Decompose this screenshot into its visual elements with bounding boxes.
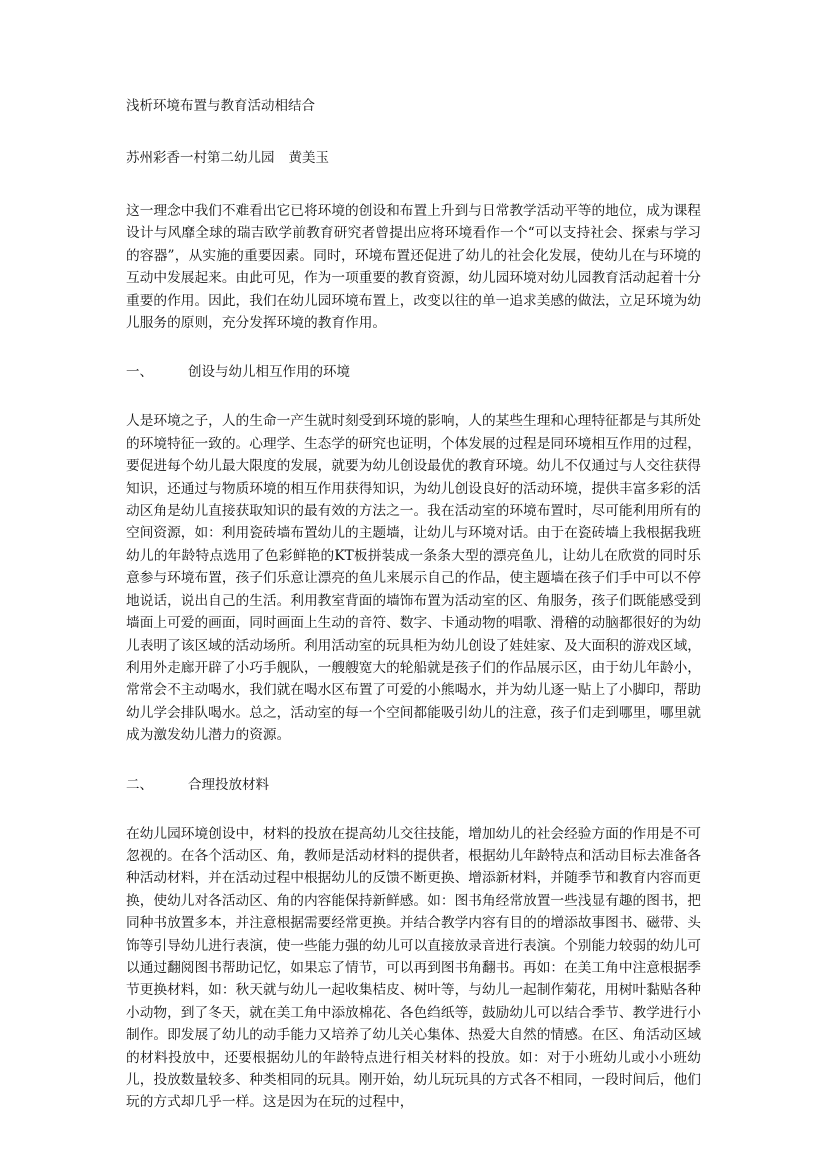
- author-line: [126, 148, 701, 168]
- section-number-2: 二、: [126, 776, 153, 793]
- intro-paragraph: 这一理念中我们不难看出它已将环境的创设和布置上升到与日常教学活动平等的地位，成为课程设计与风靡全球的瑞吉欧学前教育研究者曾提出应将环境看作一个“可以支持社会、探索与学习的容器”，从实施的重要因素。同时，环境布置还促进了幼儿的社会化发展，使幼儿在与环境的互动中发展起来。由此可见，作为一项重要的教育资源，幼儿园环境对幼儿园教育活动起着十分重要的作用。因此，我们在幼儿园环境布置上，改变以往的单一追求美感的做法，立足环境为幼儿服务的原则，充分发挥环境的教育作用。: [126, 203, 701, 332]
- section-number-1: 一、: [126, 364, 153, 381]
- section-body-1: 人是环境之子，人的生命一产生就时刻受到环境的影响，人的某些生理和心理特征都是与其所处的环境特征一致的。心理学、生态学的研究也证明，个体发展的过程是同环境相互作用的过程，要促进每个幼儿最大限度的发展，就要为幼儿创设最优的教育环境。幼儿不仅通过与人交往获得知识，还通过与物质环境的相互作用获得知识，为幼儿创设良好的活动环境，提供丰富多彩的活动区角是幼儿直接获取知识的最有效的方法之一。我在活动室的环境布置时，尽可能利用所有的空间资源，如：利用瓷砖墙布置幼儿的主题墙，让幼儿与环境对话。由于在瓷砖墙上我根据我班幼儿的年龄特点选用了色彩鲜艳的KT板拼装成一条条大型的漂亮鱼儿，让幼儿在欣赏的同时乐意参与环境布置，孩子们乐意让漂亮的鱼儿来展示自己的作品，使主题墙在孩子们手中可以不停地说话，说出自己的生活。利用教室背面的墙饰布置为活动室的区、角服务，孩子们既能感受到墙面上可爱的画面，同时画面上生动的音符、数字、卡通动物的唱歌、滑稽的动脑都很好的为幼儿表明了该区域的活动场所。利用活动室的玩具柜为幼儿创设了娃娃家、及大面积的游戏区域，利用外走廊开辟了小巧手舰队，一艘艘宽大的轮船就是孩子们的作品展示区，由于幼儿年龄小，常常会不主动喝水，我们就在喝水区布置了可爱的小熊喝水，并为幼儿逐一贴上了小脚印，帮助幼儿学会排队喝水。总之，活动室的每一个空间都能吸引幼儿的注意，孩子们走到哪里，哪里就成为激发幼儿潜力的资源。: [126, 413, 701, 744]
- section-heading-1: [126, 362, 701, 382]
- section-title-1: 创设与幼儿相互作用的环境: [188, 364, 350, 381]
- section-body-2: 在幼儿园环境创设中，材料的投放在提高幼儿交往技能，增加幼儿的社会经验方面的作用是不可忽视的。在各个活动区、角，教师是活动材料的提供者，根据幼儿年龄特点和活动目标去准备各种活动材料，并在活动过程中根据幼儿的反馈不断更换、增添新材料，并随季节和教育内容而更换，使幼儿对各活动区、角的内容能保持新鲜感。如：图书角经常放置一些浅显有趣的图书，把同种书放置多本，并注意根据需要经常更换。并结合教学内容有目的的增添故事图书、磁带、头饰等引导幼儿进行表演，使一些能力强的幼儿可以直接放录音进行表演。个别能力较弱的幼儿可以通过翻阅图书帮助记忆，如果忘了情节，可以再到图书角翻书。再如：在美工角中注意根据季节更换材料，如：秋天就与幼儿一起收集桔皮、树叶等，与幼儿一起制作菊花，用树叶黏贴各种小动物，到了冬天，就在美工角中添放棉花、各色绉纸等，鼓励幼儿可以结合季节、教学进行小制作。即发展了幼儿的动手能力又培养了幼儿关心集体、热爱大自然的情感。在区、角活动区域的材料投放中，还要根据幼儿的年龄特点进行相关材料的投放。如：对于小班幼儿或小小班幼儿，投放数量较多、种类相同的玩具。刚开始，幼儿玩玩具的方式各不相同，一段时间后，他们玩的方式却几乎一样。这是因为在玩的过程中，: [126, 825, 701, 1111]
- section-title-2: 合理投放材料: [188, 776, 269, 793]
- document-page: [126, 96, 701, 1114]
- author-organization: 苏州彩香一村第二幼儿园: [126, 150, 275, 166]
- author-name: 黄美玉: [288, 150, 329, 166]
- section-heading-2: [126, 775, 701, 795]
- document-title: 浅析环境布置与教育活动相结合: [126, 98, 315, 114]
